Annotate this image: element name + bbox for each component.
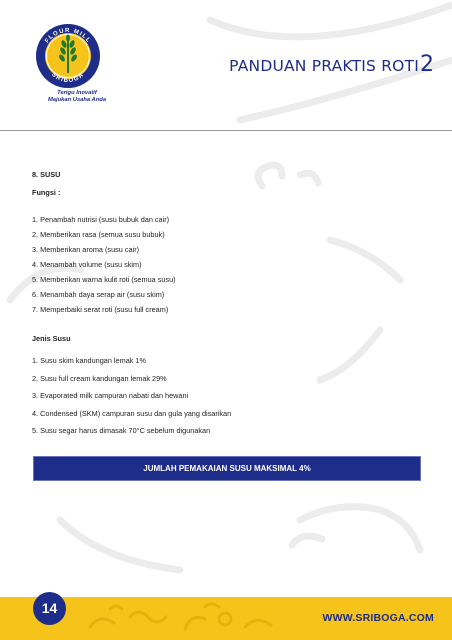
- website-link[interactable]: WWW.SRIBOGA.COM: [322, 612, 434, 624]
- tagline: [32, 90, 122, 104]
- logo-bottom-text: SRIBOGA: [50, 71, 86, 85]
- list-item: 1. Susu skim kandungan lemak 1%: [32, 356, 146, 365]
- list-item: 7. Memperbaiki serat roti (susu full cream): [32, 305, 169, 314]
- list-item: 3. Evaporated milk campuran nabati dan hewani: [32, 391, 189, 400]
- list-item: 2. Susu full cream kandungan lemak 29%: [32, 373, 167, 383]
- header-divider: [0, 130, 452, 131]
- main-content: [32, 170, 432, 440]
- list-item: 1. Penambah nutrisi (susu bubuk dan cair): [32, 215, 170, 224]
- jenis-susu-heading: Jenis Susu: [32, 334, 71, 343]
- page-header-title: [229, 52, 434, 77]
- jenis-susu-list: [32, 352, 432, 440]
- list-item: 6. Menambah daya serap air (susu skim): [32, 290, 165, 299]
- page-number: 14: [33, 592, 66, 625]
- sriboga-logo: [34, 22, 102, 90]
- list-item: 3. Memberikan aroma (susu cair): [32, 245, 140, 254]
- header-volume-number: 2: [420, 52, 434, 77]
- list-item: 5. Susu segar harus dimasak 70°C sebelum digunakan: [32, 426, 211, 435]
- tagline-line1: Terigu Inovatif: [57, 90, 97, 96]
- section-title: 8. SUSU: [32, 170, 61, 179]
- list-item: 5. Memberikan warna kulit roti (semua susu): [32, 275, 176, 284]
- max-usage-banner: JUMLAH PEMAKAIAN SUSU MAKSIMAL 4%: [33, 456, 421, 481]
- list-item: 4. Menambah volume (susu skim): [32, 260, 142, 269]
- list-item: 2. Memberikan rasa (semua susu bubuk): [32, 230, 165, 239]
- wheat-logo-icon: [34, 22, 102, 90]
- header-title-text: PANDUAN PRAKTIS ROTI: [229, 57, 419, 75]
- fungsi-heading: Fungsi :: [32, 188, 61, 197]
- fungsi-list: [32, 212, 432, 317]
- tagline-line2: Majukan Usaha Anda: [47, 97, 107, 103]
- logo-top-text: FLOUR MILL: [44, 27, 92, 45]
- list-item: 4. Condensed (SKM) campuran susu dan gula yang disarikan: [32, 408, 232, 418]
